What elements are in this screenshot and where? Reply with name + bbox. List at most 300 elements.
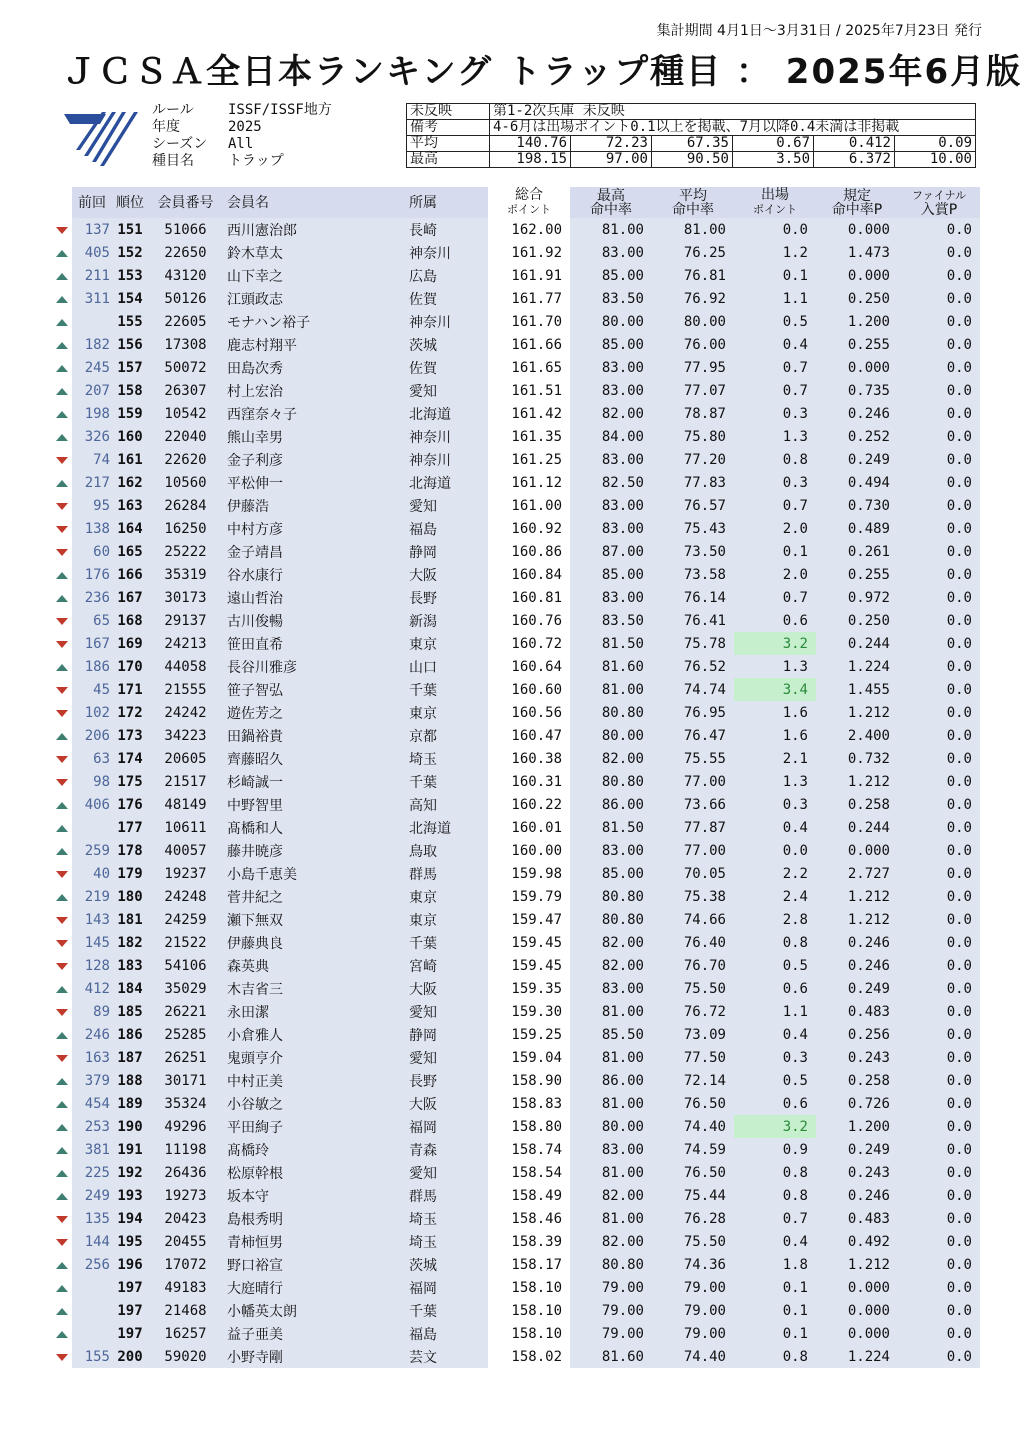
member-name-cell: 長谷川雅彦 [223,655,405,678]
max-rate-cell: 85.00 [570,862,652,885]
total-point-cell: 160.01 [511,819,562,836]
triangle-up-icon [56,1308,68,1315]
rule-rate-cell: 0.258 [816,793,898,816]
rank-change-cell [52,1276,72,1299]
total-point-cell: 160.76 [511,612,562,629]
rule-rate-cell: 0.249 [816,448,898,471]
member-name-cell: 西窪奈々子 [223,402,405,425]
final-point-cell: 0.0 [898,1253,980,1276]
max-label: 最高 [407,152,490,168]
avg-rate-cell: 75.43 [652,517,734,540]
prefecture-cell: 鳥取 [405,839,488,862]
prev-rank-cell: 245 [72,356,112,379]
prefecture-cell: 茨城 [405,333,488,356]
member-name-cell: 小谷敏之 [223,1092,405,1115]
final-point-cell: 0.0 [898,448,980,471]
avg-rate-cell: 76.92 [652,287,734,310]
final-point-cell: 0.0 [898,885,980,908]
total-point-cell: 160.92 [511,520,562,537]
rank-change-cell [52,862,72,885]
avg-rate-cell: 76.40 [652,931,734,954]
rank-change-cell [52,563,72,586]
rank-change-cell [52,701,72,724]
triangle-up-icon [56,848,68,855]
prev-rank-cell: 95 [72,494,112,517]
member-id-cell: 10611 [148,816,223,839]
triangle-up-icon [56,1147,68,1154]
rank-cell: 171 [112,678,148,701]
prefecture-cell: 千葉 [405,931,488,954]
max-rate-cell: 79.00 [570,1322,652,1345]
prev-rank-cell: 326 [72,425,112,448]
prev-rank-cell: 211 [72,264,112,287]
total-point-cell: 161.91 [511,267,562,284]
max-rate-cell: 83.50 [570,609,652,632]
table-row [52,402,980,425]
col-entry-point-l1: 出場 [761,187,789,203]
avg-rate-cell: 73.66 [652,793,734,816]
final-point-cell: 0.0 [898,1276,980,1299]
member-id-cell: 24242 [148,701,223,724]
col-prev: 前回 [72,187,112,218]
avg-rate-cell: 74.74 [652,678,734,701]
member-name-cell: 小野寺剛 [223,1345,405,1368]
entry-point-cell: 0.9 [734,1138,816,1161]
max-rate-cell: 80.00 [570,310,652,333]
entry-point-cell: 0.1 [734,264,816,287]
triangle-up-icon [56,1101,68,1108]
table-row [52,1184,980,1207]
prev-rank-cell: 167 [72,632,112,655]
max-rate-cell: 84.00 [570,425,652,448]
final-point-cell: 0.0 [898,402,980,425]
prev-rank-cell: 138 [72,517,112,540]
rank-change-cell [52,1184,72,1207]
max-rate-cell: 81.00 [570,1207,652,1230]
prefecture-cell: 東京 [405,908,488,931]
rule-rate-cell: 1.212 [816,770,898,793]
max-rate-cell: 83.50 [570,287,652,310]
prefecture-cell: 福島 [405,517,488,540]
final-point-cell: 0.0 [898,1000,980,1023]
prefecture-cell: 新潟 [405,609,488,632]
member-id-cell: 43120 [148,264,223,287]
entry-point-cell: 0.0 [734,839,816,862]
entry-point-cell: 0.8 [734,1345,816,1368]
triangle-down-icon [56,710,68,717]
member-name-cell: 中村方彦 [223,517,405,540]
member-name-cell: 金子靖昌 [223,540,405,563]
rank-cell: 169 [112,632,148,655]
avg-rule-rate: 0.412 [814,136,895,152]
prefecture-cell: 福岡 [405,1115,488,1138]
rule-rate-cell: 0.972 [816,586,898,609]
total-point-cell: 158.10 [511,1325,562,1342]
member-name-cell: 大庭晴行 [223,1276,405,1299]
entry-point-cell: 0.6 [734,609,816,632]
member-id-cell: 21468 [148,1299,223,1322]
prev-rank-cell: 225 [72,1161,112,1184]
avg-rate-cell: 76.72 [652,1000,734,1023]
avg-rate-cell: 77.00 [652,839,734,862]
info-label: シーズン [152,136,208,152]
rank-cell: 176 [112,793,148,816]
final-point-cell: 0.0 [898,241,980,264]
member-id-cell: 26284 [148,494,223,517]
entry-point-cell: 0.0 [734,218,816,241]
rank-change-cell [52,908,72,931]
member-id-cell: 24259 [148,908,223,931]
max-rate-cell: 83.00 [570,241,652,264]
table-row [52,1023,980,1046]
entry-point-cell: 1.3 [734,425,816,448]
rule-rate-cell: 0.255 [816,333,898,356]
rank-cell: 154 [112,287,148,310]
prefecture-cell: 大阪 [405,977,488,1000]
avg-rate-cell: 76.81 [652,264,734,287]
rule-rate-cell: 1.212 [816,885,898,908]
total-point-cell: 158.80 [511,1118,562,1135]
member-name-cell: 藤井暁彦 [223,839,405,862]
prev-rank-cell: 155 [72,1345,112,1368]
entry-point-cell: 2.8 [734,908,816,931]
table-row [52,1276,980,1299]
total-point-cell: 161.25 [511,451,562,468]
rank-change-cell [52,885,72,908]
prev-rank-cell: 406 [72,793,112,816]
rule-rate-cell: 1.212 [816,701,898,724]
rule-rate-cell: 0.246 [816,402,898,425]
max-rate-cell: 80.80 [570,770,652,793]
triangle-down-icon [56,687,68,694]
prev-rank-cell: 98 [72,770,112,793]
member-id-cell: 50072 [148,356,223,379]
rule-rate-cell: 0.261 [816,540,898,563]
member-id-cell: 22620 [148,448,223,471]
avg-rate-cell: 74.59 [652,1138,734,1161]
member-id-cell: 26436 [148,1161,223,1184]
avg-rate-cell: 77.00 [652,770,734,793]
rule-rate-cell: 0.243 [816,1161,898,1184]
table-row [52,563,980,586]
table-row [52,333,980,356]
total-point-cell: 160.22 [511,796,562,813]
final-point-cell: 0.0 [898,1023,980,1046]
member-id-cell: 40057 [148,839,223,862]
table-row [52,586,980,609]
member-name-cell: 遠山哲治 [223,586,405,609]
col-total-l1: 総合 [515,187,543,203]
total-point-cell: 160.00 [511,842,562,859]
entry-point-cell: 0.4 [734,1230,816,1253]
avg-rate-cell: 74.36 [652,1253,734,1276]
prev-rank-cell: 454 [72,1092,112,1115]
triangle-up-icon [56,411,68,418]
avg-rate-cell: 79.00 [652,1276,734,1299]
entry-point-cell: 0.4 [734,333,816,356]
prefecture-cell: 神奈川 [405,425,488,448]
member-name-cell: 伊藤典良 [223,931,405,954]
prev-rank-cell: 246 [72,1023,112,1046]
rank-change-cell [52,310,72,333]
triangle-up-icon [56,1078,68,1085]
final-point-cell: 0.0 [898,1138,980,1161]
prev-rank-cell: 186 [72,655,112,678]
table-row [52,1161,980,1184]
prev-rank-cell: 249 [72,1184,112,1207]
triangle-up-icon [56,733,68,740]
avg-avg-rate: 67.35 [652,136,733,152]
col-avg-rate-l1: 平均 [679,187,707,204]
prefecture-cell: 宮崎 [405,954,488,977]
entry-point-cell: 1.1 [734,1000,816,1023]
col-rule-rate-l2: 命中率P [831,201,883,218]
prefecture-cell: 長野 [405,586,488,609]
rule-rate-cell: 0.000 [816,218,898,241]
member-id-cell: 30171 [148,1069,223,1092]
member-id-cell: 21517 [148,770,223,793]
member-id-cell: 10560 [148,471,223,494]
triangle-up-icon [56,365,68,372]
table-row [52,1230,980,1253]
final-point-cell: 0.0 [898,1345,980,1368]
max-rate-cell: 82.00 [570,747,652,770]
prev-rank-cell: 176 [72,563,112,586]
prev-rank-cell: 102 [72,701,112,724]
total-point-cell: 159.25 [511,1026,562,1043]
final-point-cell: 0.0 [898,1069,980,1092]
entry-point-cell: 0.3 [734,471,816,494]
table-row [52,977,980,1000]
table-row [52,356,980,379]
rule-rate-cell: 0.000 [816,839,898,862]
member-name-cell: 田島次秀 [223,356,405,379]
member-name-cell: 山下幸之 [223,264,405,287]
rule-rate-cell: 1.200 [816,310,898,333]
prev-rank-cell: 381 [72,1138,112,1161]
table-row [52,1046,980,1069]
rule-rate-cell: 0.492 [816,1230,898,1253]
info-value: ISSF/ISSF地方 [228,102,332,118]
max-rate-cell: 83.00 [570,356,652,379]
prefecture-cell: 神奈川 [405,310,488,333]
avg-rate-cell: 81.00 [652,218,734,241]
rank-cell: 165 [112,540,148,563]
table-row [52,218,980,241]
member-name-cell: 中野智里 [223,793,405,816]
rank-cell: 162 [112,471,148,494]
col-entry-point-l2: ポイント [753,203,797,216]
rank-change-cell [52,1230,72,1253]
max-rate-cell: 82.00 [570,1184,652,1207]
entry-point-cell: 1.2 [734,241,816,264]
triangle-down-icon [56,940,68,947]
max-rate-cell: 80.80 [570,701,652,724]
rank-cell: 155 [112,310,148,333]
rank-cell: 160 [112,425,148,448]
prev-rank-cell: 259 [72,839,112,862]
table-row [52,1322,980,1345]
rank-change-cell [52,287,72,310]
final-point-cell: 0.0 [898,609,980,632]
triangle-up-icon [56,480,68,487]
col-arrow [52,187,72,218]
rank-cell: 153 [112,264,148,287]
col-total [488,187,570,218]
mihanei-value: 第1-2次兵庫 未反映 [490,104,976,120]
rank-change-cell [52,954,72,977]
entry-point-cell: 2.4 [734,885,816,908]
issue-period: 集計期間 4月1日～3月31日 / 2025年7月23日 発行 [656,23,982,39]
rank-change-cell [52,977,72,1000]
avg-rate-cell: 77.07 [652,379,734,402]
final-point-cell: 0.0 [898,333,980,356]
rank-cell: 161 [112,448,148,471]
avg-rate-cell: 76.25 [652,241,734,264]
final-point-cell: 0.0 [898,1115,980,1138]
entry-point-cell: 0.5 [734,310,816,333]
member-id-cell: 35319 [148,563,223,586]
member-id-cell: 20605 [148,747,223,770]
max-rate-cell: 86.00 [570,793,652,816]
rank-cell: 197 [112,1322,148,1345]
final-point-cell: 0.0 [898,793,980,816]
col-max-rate-l1: 最高 [597,187,625,204]
prev-rank-cell: 45 [72,678,112,701]
max-rate-cell: 81.50 [570,632,652,655]
rule-rate-cell: 0.246 [816,954,898,977]
prefecture-cell: 神奈川 [405,448,488,471]
triangle-up-icon [56,986,68,993]
member-name-cell: 鬼頭亨介 [223,1046,405,1069]
triangle-down-icon [56,963,68,970]
member-name-cell: 小島千恵美 [223,862,405,885]
info-label: 年度 [152,119,180,135]
entry-point-cell: 0.6 [734,1092,816,1115]
rank-cell: 170 [112,655,148,678]
rank-cell: 164 [112,517,148,540]
final-point-cell: 0.0 [898,356,980,379]
triangle-up-icon [56,250,68,257]
triangle-up-icon [56,1124,68,1131]
table-row [52,954,980,977]
total-point-cell: 158.02 [511,1348,562,1365]
entry-point-cell: 0.8 [734,1161,816,1184]
final-point-cell: 0.0 [898,264,980,287]
rule-rate-cell: 1.212 [816,908,898,931]
member-id-cell: 35029 [148,977,223,1000]
prev-rank-cell: 60 [72,540,112,563]
prev-rank-cell [72,1299,112,1322]
member-id-cell: 19273 [148,1184,223,1207]
final-point-cell: 0.0 [898,1184,980,1207]
total-point-cell: 158.10 [511,1302,562,1319]
member-id-cell: 25222 [148,540,223,563]
member-id-cell: 16250 [148,517,223,540]
member-name-cell: 中村正美 [223,1069,405,1092]
member-id-cell: 24213 [148,632,223,655]
avg-rate-cell: 76.14 [652,586,734,609]
table-row [52,287,980,310]
prev-rank-cell [72,816,112,839]
total-point-cell: 158.10 [511,1279,562,1296]
member-name-cell: 松原幹根 [223,1161,405,1184]
prev-rank-cell: 137 [72,218,112,241]
final-point-cell: 0.0 [898,540,980,563]
rank-change-cell [52,1023,72,1046]
final-point-cell: 0.0 [898,1161,980,1184]
prev-rank-cell: 405 [72,241,112,264]
total-point-cell: 161.65 [511,359,562,376]
member-name-cell: 古川俊暢 [223,609,405,632]
prefecture-cell: 群馬 [405,862,488,885]
total-point-cell: 160.81 [511,589,562,606]
prefecture-cell: 埼玉 [405,747,488,770]
rule-rate-cell: 0.258 [816,1069,898,1092]
member-id-cell: 22040 [148,425,223,448]
prev-rank-cell: 163 [72,1046,112,1069]
max-rate-cell: 81.60 [570,655,652,678]
prefecture-cell: 山口 [405,655,488,678]
rule-rate-cell: 0.494 [816,471,898,494]
rule-rate-cell: 0.252 [816,425,898,448]
member-id-cell: 26221 [148,1000,223,1023]
biko-label: 備考 [407,120,490,136]
total-point-cell: 158.54 [511,1164,562,1181]
prefecture-cell: 静岡 [405,1023,488,1046]
biko-value: 4-6月は出場ポイント0.1以上を掲載、7月以降0.4未満は非掲載 [490,120,976,136]
rule-rate-cell: 1.212 [816,1253,898,1276]
rule-rate-cell: 0.000 [816,1322,898,1345]
rule-rate-cell: 0.489 [816,517,898,540]
info-value: All [228,136,254,152]
max-rate-cell: 87.00 [570,540,652,563]
ranking-rows [52,218,980,1368]
rank-cell: 181 [112,908,148,931]
total-point-cell: 161.51 [511,382,562,399]
avg-rate-cell: 73.09 [652,1023,734,1046]
member-id-cell: 25285 [148,1023,223,1046]
rank-cell: 193 [112,1184,148,1207]
max-rate-cell: 85.00 [570,264,652,287]
rule-rate-cell: 2.400 [816,724,898,747]
prev-rank-cell [72,310,112,333]
rank-cell: 157 [112,356,148,379]
max-rate-cell: 82.00 [570,1230,652,1253]
member-id-cell: 17308 [148,333,223,356]
final-point-cell: 0.0 [898,954,980,977]
triangle-up-icon [56,802,68,809]
max-rate-cell: 81.00 [570,678,652,701]
col-rank: 順位 [112,187,148,218]
total-point-cell: 159.47 [511,911,562,928]
prefecture-cell: 東京 [405,885,488,908]
prefecture-cell: 神奈川 [405,241,488,264]
prefecture-cell: 青森 [405,1138,488,1161]
prev-rank-cell: 236 [72,586,112,609]
prev-rank-cell: 219 [72,885,112,908]
prefecture-cell: 群馬 [405,1184,488,1207]
rank-change-cell [52,1092,72,1115]
member-name-cell: 益子亜美 [223,1322,405,1345]
total-point-cell: 159.79 [511,888,562,905]
max-rate-cell: 85.00 [570,563,652,586]
member-id-cell: 44058 [148,655,223,678]
entry-point-cell: 0.7 [734,1207,816,1230]
avg-max-rate: 72.23 [571,136,652,152]
prev-rank-cell: 144 [72,1230,112,1253]
table-row [52,724,980,747]
